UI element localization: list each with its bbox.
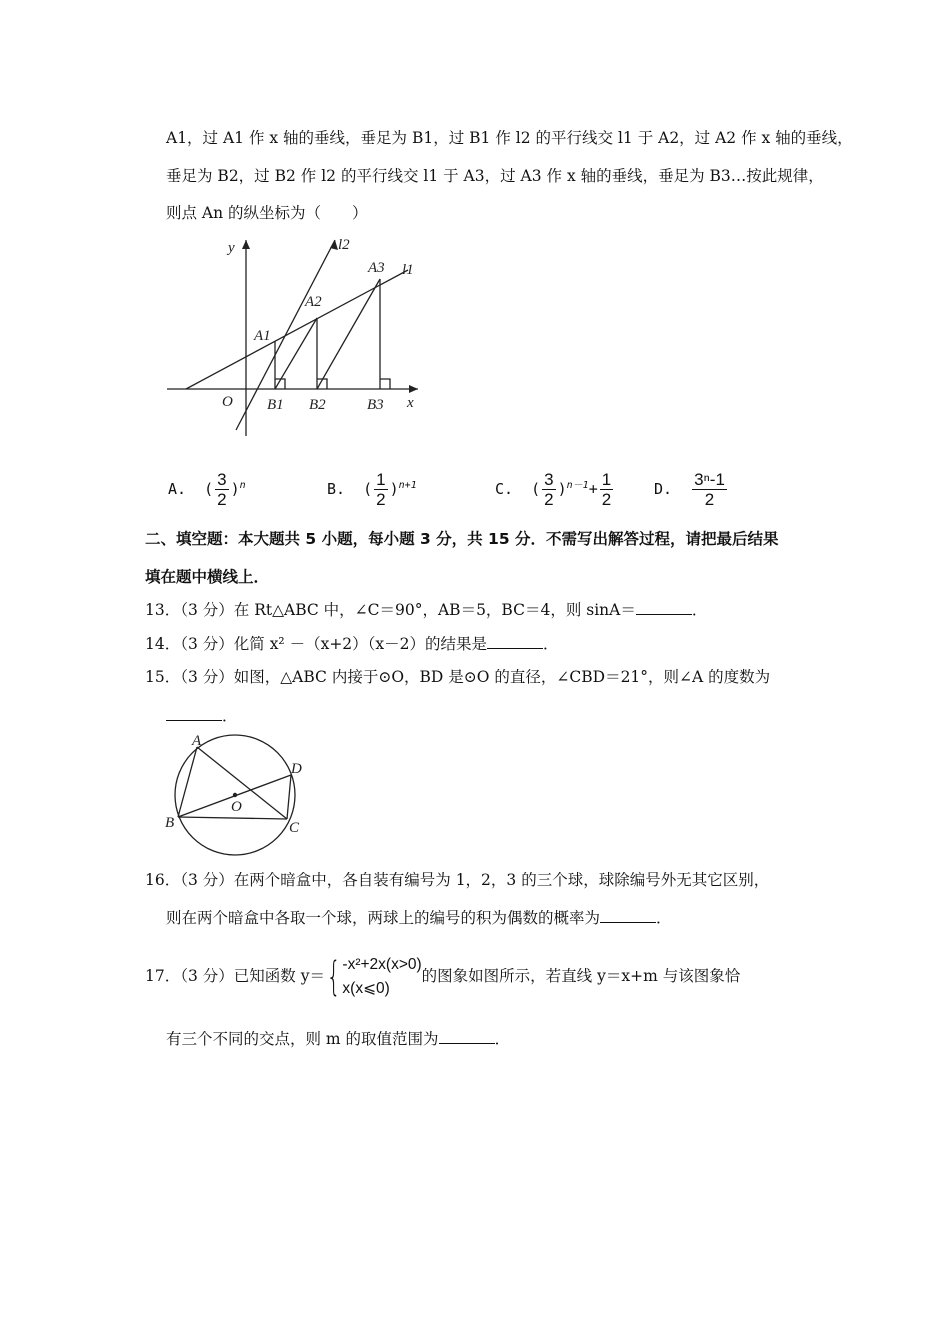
question-16-line-2: 则在两个暗盒中各取一个球，两球上的编号的积为偶数的概率为 ． [166,909,672,927]
fig12-label-x: x [407,395,414,411]
option-d-label: D. [654,480,673,498]
fig12-label-l1: l1 [402,262,414,278]
option-a-fraction: $\frac{3}{2}$ [217,470,227,509]
section-2-header-line-2: 填在题中横线上． [145,568,270,586]
fig12-label-a2: A2 [305,294,322,310]
fig12-label-l2: l2 [338,237,350,253]
fig15-label-c: C [289,820,300,836]
q12-figure [160,228,430,440]
question-13: 13．（3 分）在 Rt△ABC 中，∠C＝90°，AB＝5，BC＝4，则 sinA＝ ． [145,601,708,619]
q12-line-3: 则点 An 的纵坐标为（ ） [166,204,368,222]
question-17-suffix: 的图象如图所示，若直线 y＝x+m 与该图象恰 [421,967,741,985]
option-d[interactable] [654,470,729,509]
option-c-exponent: n－1 [566,480,589,491]
answer-blank-13[interactable] [636,600,692,615]
question-17-text: 有三个不同的交点，则 m 的取值范围为 [166,1030,439,1048]
question-16-text: 则在两个暗盒中各取一个球，两球上的编号的积为偶数的概率为 [166,909,601,927]
option-c-fraction-2: $\frac{1}{2}$ [601,470,612,509]
fig15-label-o: O [231,799,242,815]
option-b-label: B. [327,480,346,498]
option-c-label: C. [495,480,514,498]
question-17-prefix: 17．（3 分）已知函数 y＝ [145,967,325,985]
option-a-label: A. [168,480,187,498]
fig15-label-b: B [165,815,175,831]
option-a-exponent: n [239,480,246,491]
question-13-text: 13．（3 分）在 Rt△ABC 中，∠C＝90°，AB＝5，BC＝4，则 sinA＝ [145,601,636,619]
question-17-line-1 [145,952,740,1001]
answer-blank-16[interactable] [600,908,656,923]
option-a[interactable]: A. ( $\frac{3}{2}$ )$^n$ [168,470,246,509]
option-c-plus: + [588,480,598,498]
option-c[interactable]: C. ( $\frac{3}{2}$ )$^{n-1}$+ $\frac{1}{2}$ [495,470,612,509]
q15-circle-figure [160,728,310,858]
option-d-fraction: $\frac{\text{3ⁿ-1}}{2}$ [694,470,725,509]
option-b-fraction: $\frac{1}{2}$ [376,470,386,509]
answer-blank-14[interactable] [487,634,543,649]
fig12-label-a3: A3 [368,260,385,276]
fig15-label-d: D [291,761,302,777]
question-15-line-1: 15．（3 分）如图，△ABC 内接于⊙O，BD 是⊙O 的直径，∠CBD＝21°，则∠A 的度数为 [145,668,771,686]
piecewise-brace: { [326,954,341,1000]
fig12-label-b1: B1 [267,397,284,413]
question-14: 14．（3 分）化简 x² －（x+2）（x－2）的结果是 ． [145,635,559,653]
fig12-label-o: O [222,394,233,410]
question-16-line-1: 16．（3 分）在两个暗盒中，各自装有编号为 1，2，3 的三个球，球除编号外无其它区别， [145,871,770,889]
question-15-line-2: ． [166,706,238,726]
section-2-header-line-1: 二、填空题：本大题共 5 小题，每小题 3 分，共 15 分．不需写出解答过程，请把最后结果 [145,530,779,548]
option-b[interactable]: B. ( $\frac{1}{2}$ )$^{n+1}$ [327,470,417,509]
q12-line-1: A1，过 A1 作 x 轴的垂线，垂足为 B1，过 B1 作 l2 的平行线交 l1 于 A2，过 A2 作 x 轴的垂线， [166,129,853,147]
fig15-label-a: A [192,733,202,749]
fig12-label-b2: B2 [309,397,326,413]
answer-blank-17[interactable] [439,1029,495,1044]
piecewise-function: -x²+2x(x>0) x(x⩽0) [342,956,422,997]
question-14-text: 14．（3 分）化简 x² －（x+2）（x－2）的结果是 [145,635,488,653]
option-b-exponent: n+1 [398,480,417,491]
question-17-line-2: 有三个不同的交点，则 m 的取值范围为 ． [166,1030,511,1048]
answer-blank-15[interactable] [166,706,222,721]
q12-line-2: 垂足为 B2，过 B2 作 l2 的平行线交 l1 于 A3，过 A3 作 x 轴的垂线，垂足为 B3…按此规律， [166,167,824,185]
option-c-fraction: $\frac{3}{2}$ [544,470,554,509]
fig12-label-a1: A1 [254,328,271,344]
fig12-label-y: y [228,240,235,256]
fig12-label-b3: B3 [367,397,384,413]
